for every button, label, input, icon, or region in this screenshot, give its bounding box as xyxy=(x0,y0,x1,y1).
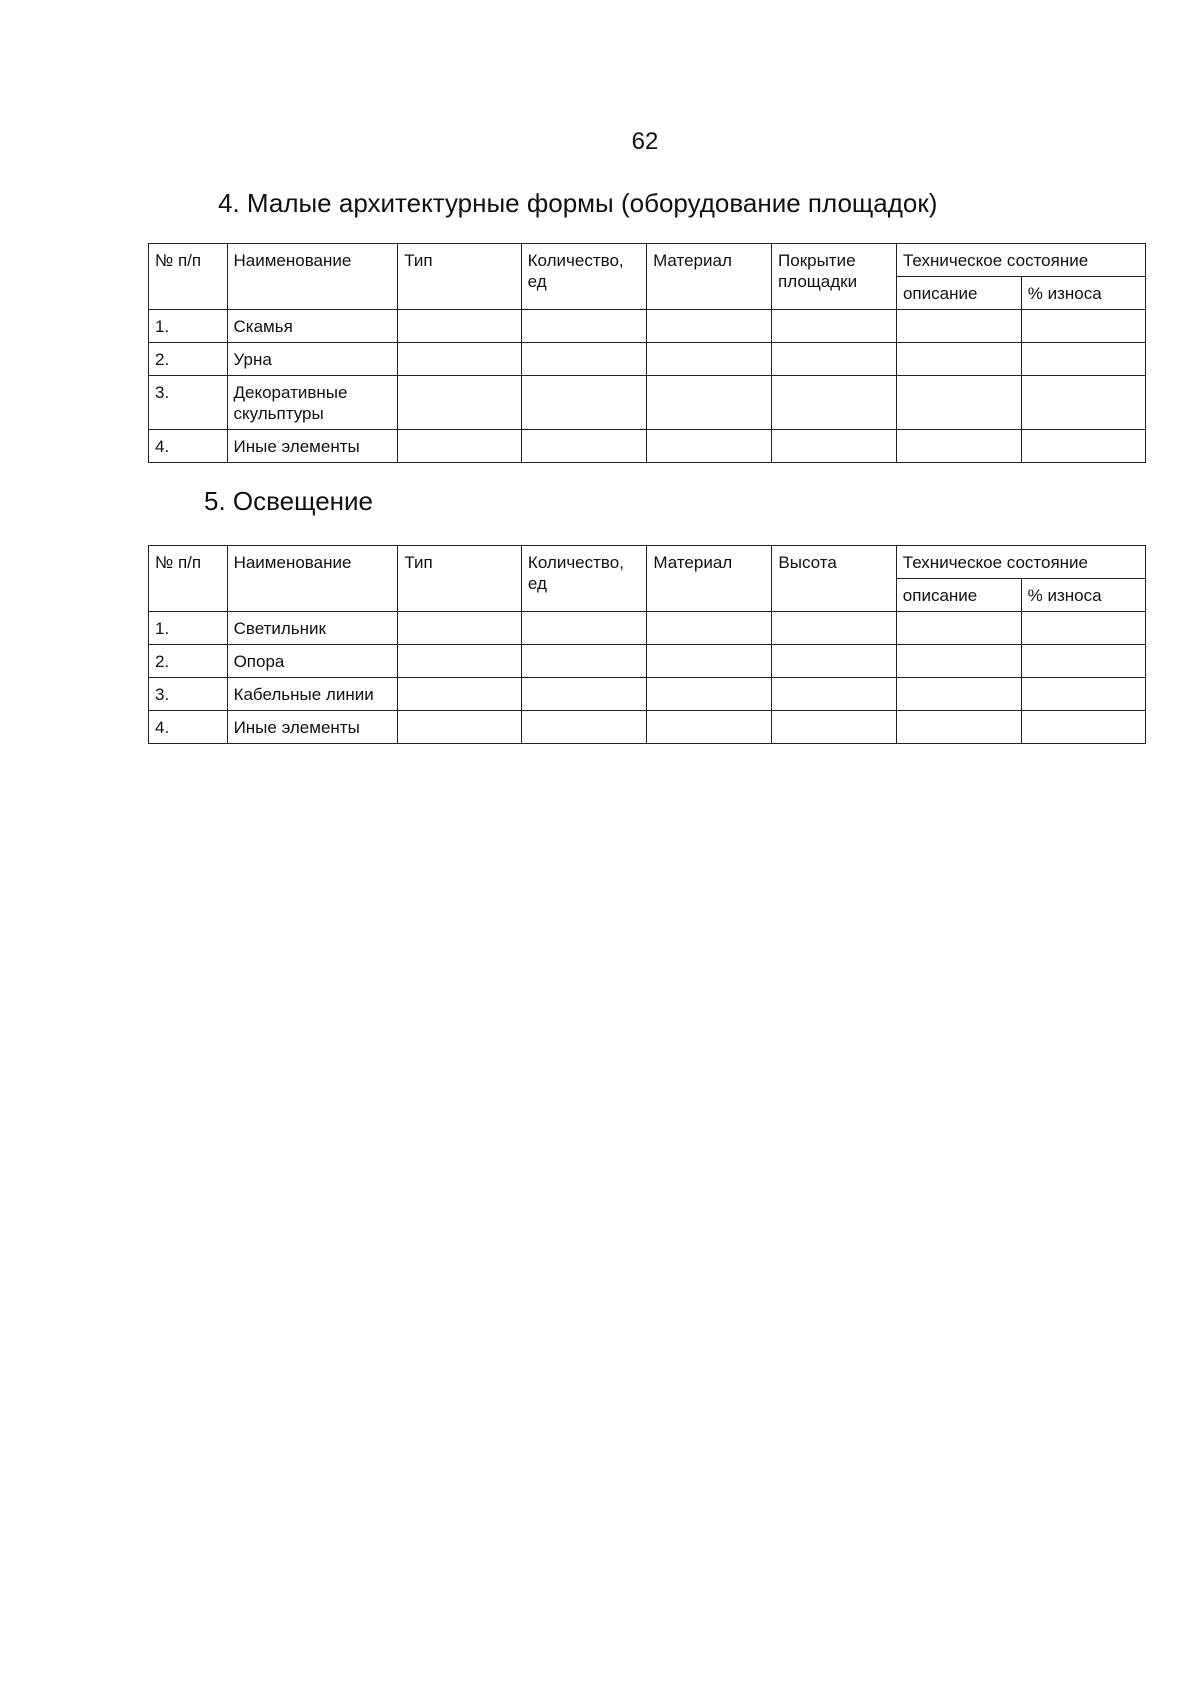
cell-type[interactable] xyxy=(398,376,521,430)
cell-type[interactable] xyxy=(398,310,521,343)
cell-wear[interactable] xyxy=(1021,612,1145,645)
header-name: Наименование xyxy=(227,546,398,612)
header-description: описание xyxy=(896,277,1021,310)
cell-height[interactable] xyxy=(772,711,896,744)
cell-quantity[interactable] xyxy=(521,612,646,645)
cell-name: Иные элементы xyxy=(227,711,398,744)
cell-description[interactable] xyxy=(896,310,1021,343)
cell-num: 2. xyxy=(149,645,228,678)
cell-name: Опора xyxy=(227,645,398,678)
cell-num: 1. xyxy=(149,310,228,343)
cell-description[interactable] xyxy=(896,376,1021,430)
table-row xyxy=(149,711,1146,744)
header-wear: % износа xyxy=(1021,277,1145,310)
cell-material[interactable] xyxy=(647,645,772,678)
cell-description[interactable] xyxy=(896,343,1021,376)
cell-description[interactable] xyxy=(896,678,1021,711)
cell-quantity[interactable] xyxy=(521,711,646,744)
header-name: Наименование xyxy=(227,244,398,310)
table-lighting xyxy=(148,545,1146,744)
header-type: Тип xyxy=(398,546,522,612)
cell-name: Иные элементы xyxy=(227,430,398,463)
cell-quantity[interactable] xyxy=(521,343,646,376)
cell-material[interactable] xyxy=(647,678,772,711)
header-type: Тип xyxy=(398,244,521,310)
cell-description[interactable] xyxy=(896,612,1021,645)
cell-material[interactable] xyxy=(647,612,772,645)
cell-type[interactable] xyxy=(398,678,522,711)
cell-height[interactable] xyxy=(772,645,896,678)
page-number: 62 xyxy=(631,128,659,155)
table-header-row xyxy=(149,244,1146,277)
header-tech-state: Техническое состояние xyxy=(896,546,1145,579)
cell-name: Декоративные скульптуры xyxy=(227,376,398,430)
cell-type[interactable] xyxy=(398,612,522,645)
cell-coverage[interactable] xyxy=(772,376,897,430)
table-row xyxy=(149,612,1146,645)
cell-quantity[interactable] xyxy=(521,645,646,678)
cell-num: 1. xyxy=(149,612,228,645)
header-coverage: Покрытие площадки xyxy=(772,244,897,310)
section-title-lighting: 5. Освещение xyxy=(204,486,374,516)
header-tech-state: Техническое состояние xyxy=(896,244,1145,277)
cell-quantity[interactable] xyxy=(521,376,646,430)
cell-material[interactable] xyxy=(647,310,772,343)
header-material: Материал xyxy=(647,244,772,310)
cell-quantity[interactable] xyxy=(521,310,646,343)
table-small-architectural-forms xyxy=(148,243,1146,463)
table-header-row xyxy=(149,546,1146,579)
cell-name: Светильник xyxy=(227,612,398,645)
cell-material[interactable] xyxy=(647,376,772,430)
header-quantity: Количество, ед xyxy=(521,244,646,310)
cell-material[interactable] xyxy=(647,430,772,463)
table-row xyxy=(149,678,1146,711)
cell-wear[interactable] xyxy=(1021,711,1145,744)
cell-height[interactable] xyxy=(772,678,896,711)
cell-coverage[interactable] xyxy=(772,310,897,343)
cell-num: 3. xyxy=(149,678,228,711)
header-material: Материал xyxy=(647,546,772,612)
cell-name: Скамья xyxy=(227,310,398,343)
cell-wear[interactable] xyxy=(1021,343,1145,376)
cell-material[interactable] xyxy=(647,343,772,376)
cell-type[interactable] xyxy=(398,343,521,376)
section-title-small-architectural-forms: 4. Малые архитектурные формы (оборудование площадок) xyxy=(218,188,938,218)
cell-height[interactable] xyxy=(772,612,896,645)
cell-wear[interactable] xyxy=(1021,678,1145,711)
cell-wear[interactable] xyxy=(1021,310,1145,343)
cell-description[interactable] xyxy=(896,645,1021,678)
cell-name: Урна xyxy=(227,343,398,376)
cell-description[interactable] xyxy=(896,711,1021,744)
header-num: № п/п xyxy=(149,244,228,310)
table-row xyxy=(149,376,1146,430)
cell-num: 3. xyxy=(149,376,228,430)
cell-wear[interactable] xyxy=(1021,645,1145,678)
cell-wear[interactable] xyxy=(1021,376,1145,430)
header-wear: % износа xyxy=(1021,579,1145,612)
table-row xyxy=(149,430,1146,463)
table-row xyxy=(149,343,1146,376)
cell-num: 2. xyxy=(149,343,228,376)
table-row xyxy=(149,645,1146,678)
table-row xyxy=(149,310,1146,343)
header-quantity: Количество, ед xyxy=(521,546,646,612)
header-description: описание xyxy=(896,579,1021,612)
cell-type[interactable] xyxy=(398,645,522,678)
cell-wear[interactable] xyxy=(1021,430,1145,463)
cell-quantity[interactable] xyxy=(521,430,646,463)
cell-num: 4. xyxy=(149,711,228,744)
header-num: № п/п xyxy=(149,546,228,612)
cell-name: Кабельные линии xyxy=(227,678,398,711)
cell-type[interactable] xyxy=(398,430,521,463)
header-height: Высота xyxy=(772,546,896,612)
cell-coverage[interactable] xyxy=(772,343,897,376)
cell-description[interactable] xyxy=(896,430,1021,463)
cell-quantity[interactable] xyxy=(521,678,646,711)
cell-num: 4. xyxy=(149,430,228,463)
cell-material[interactable] xyxy=(647,711,772,744)
cell-coverage[interactable] xyxy=(772,430,897,463)
cell-type[interactable] xyxy=(398,711,522,744)
